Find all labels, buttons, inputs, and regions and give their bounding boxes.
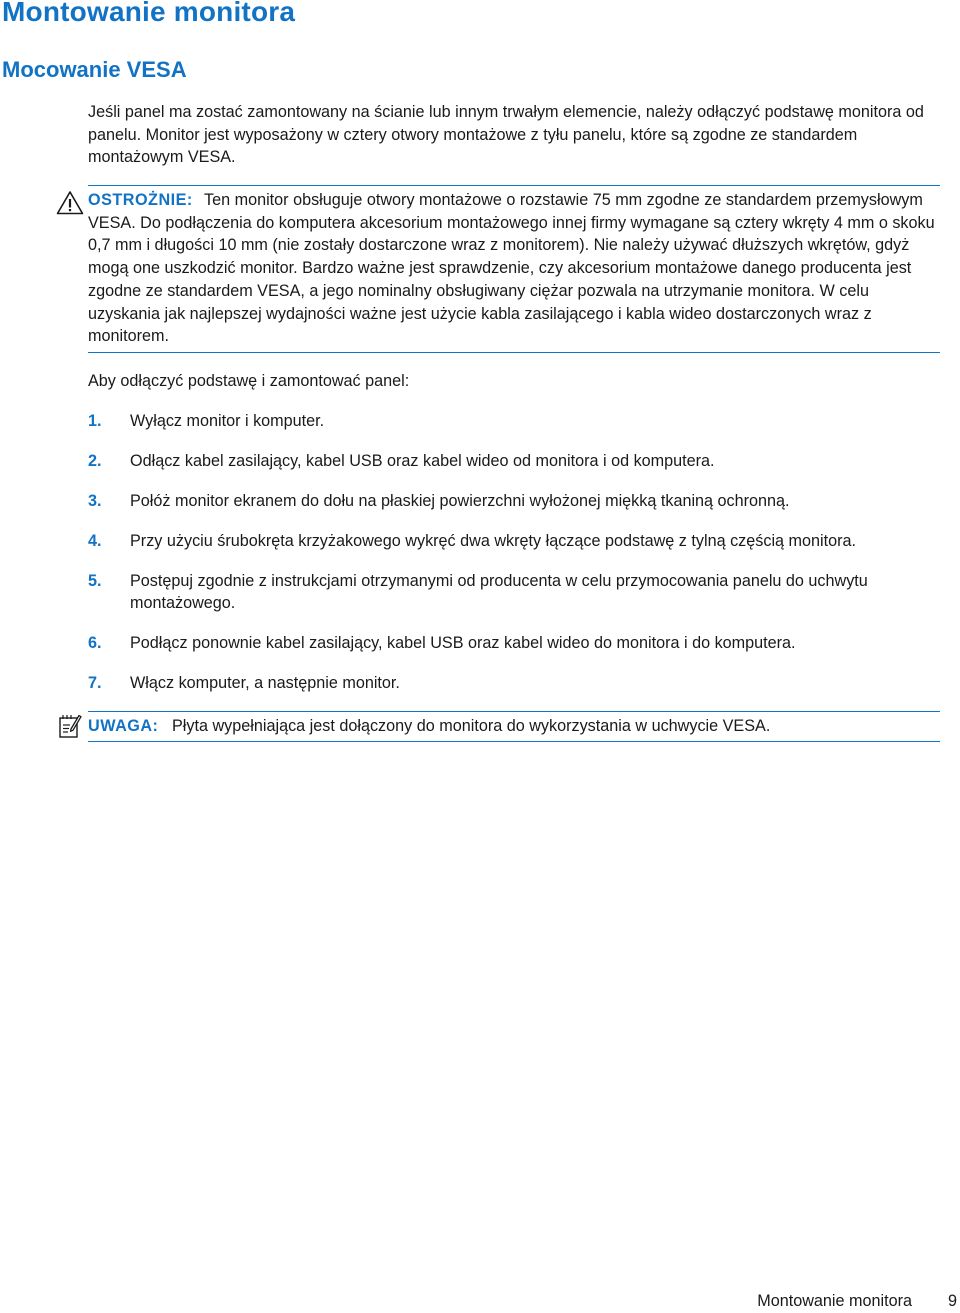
step-number: 4. [88, 531, 102, 550]
note-box [56, 711, 940, 742]
step-item [88, 672, 948, 695]
step-number: 3. [88, 491, 102, 510]
step-text: Odłącz kabel zasilający, kabel USB oraz kabel wideo od monitora i od komputera. [130, 451, 715, 470]
step-number: 2. [88, 451, 102, 470]
note-top-rule [88, 711, 940, 712]
caution-box [56, 185, 940, 353]
step-text: Włącz komputer, a następnie monitor. [130, 674, 400, 693]
step-text: Połóż monitor ekranem do dołu na płaskiej powierzchni wyłożonej miękką tkaniną ochronną. [130, 491, 790, 510]
footer-chapter-title: Montowanie monitora [757, 1292, 912, 1310]
caution-body [88, 189, 940, 348]
note-bottom-rule [88, 741, 940, 743]
caution-bottom-rule [88, 352, 940, 354]
step-text: Postępuj zgodnie z instrukcjami otrzymanymi od producenta w celu przymocowania panelu do uchwytu montażowego. [130, 571, 868, 613]
step-text: Podłącz ponownie kabel zasilający, kabel USB oraz kabel wideo do monitora i do komputera. [130, 634, 796, 653]
note-text: Płyta wypełniająca jest dołączony do monitora do wykorzystania w uchwycie VESA. [172, 717, 771, 735]
step-number: 1. [88, 412, 102, 430]
step-text: Wyłącz monitor i komputer. [130, 412, 325, 430]
step-item [88, 450, 948, 473]
step-item [88, 490, 948, 513]
step-item [88, 632, 948, 655]
section-title: Mocowanie VESA [2, 57, 187, 82]
page-title: Montowanie monitora [2, 0, 296, 27]
caution-top-rule [88, 185, 940, 186]
note-pencil-icon [58, 713, 82, 739]
caution-label: OSTROŻNIE: [88, 191, 193, 209]
warning-triangle-icon [56, 190, 84, 215]
step-item [88, 570, 948, 615]
caution-text: Ten monitor obsługuje otwory montażowe o rozstawie 75 mm zgodne ze standardem przemysłowym VESA. Do podłączenia do komputera akcesorium montażowego innej firmy wymagane są cztery wkręty 4 mm o skoku 0,7 mm i długości 10 mm (nie zostały dostarczone wraz z monitorem). Nie należy używać dłuższych wkrętów, gdyż mogą one uszkodzić monitor. Bardzo ważne jest sprawdzenie, czy akcesorium montażowe danego producenta jest zgodne ze standardem VESA, a jego nominalny obsługiwany ciężar pozwala na utrzymanie monitora. W celu uzyskania jak najlepszej wydajności ważne jest użycie kabla zasilającego i kabla wideo dostarczonych wraz z monitorem. [88, 191, 935, 346]
step-item [88, 410, 948, 433]
step-number: 6. [88, 634, 102, 653]
footer-page-number: 9 [947, 1292, 957, 1310]
note-label: UWAGA: [88, 717, 159, 735]
step-item [88, 530, 948, 553]
step-number: 7. [88, 674, 102, 693]
step-number: 5. [88, 571, 102, 590]
intro-paragraph: Jeśli panel ma zostać zamontowany na ścianie lub innym trwałym elemencie, należy odłączyć podstawę monitora od panelu. Monitor jest wyposażony w cztery otwory montażowe z tyłu panelu, które są zgodne ze standardem montażowym VESA. [88, 103, 924, 167]
note-body [88, 715, 940, 738]
procedure-lead: Aby odłączyć podstawę i zamontować panel: [88, 372, 410, 390]
procedure-steps [88, 410, 948, 712]
step-text: Przy użyciu śrubokręta krzyżakowego wykręć dwa wkręty łączące podstawę z tylną częścią monitora. [130, 531, 857, 550]
